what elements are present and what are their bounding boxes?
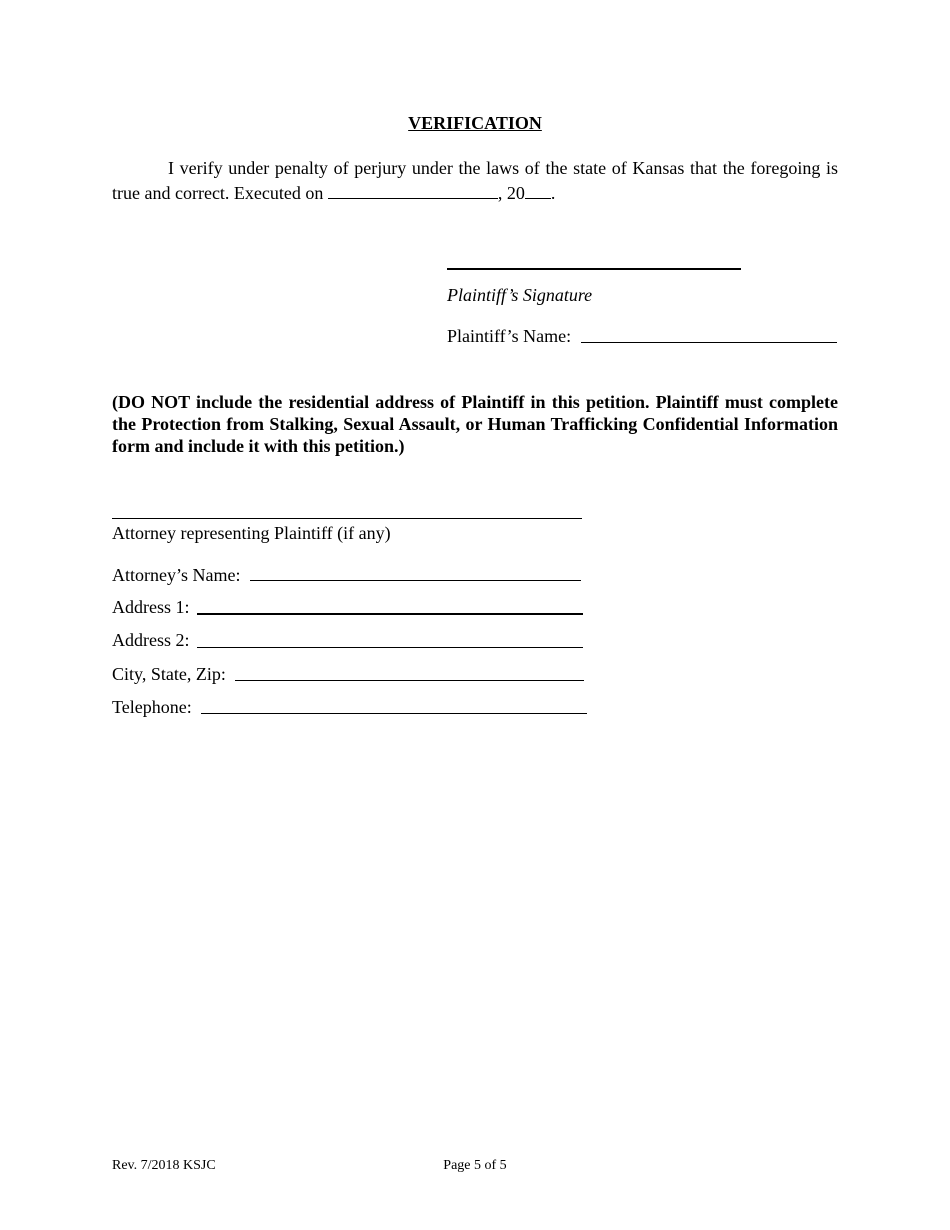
verification-paragraph xyxy=(112,156,838,206)
address1-label: Address 1: xyxy=(112,597,190,617)
address2-label: Address 2: xyxy=(112,630,190,650)
signature-label: Plaintiff’s Signature xyxy=(447,285,593,305)
page-title: VERIFICATION xyxy=(408,113,542,133)
execution-date-blank[interactable] xyxy=(328,197,498,199)
attorney-name-label: Attorney’s Name: xyxy=(112,565,241,585)
execution-year-blank[interactable] xyxy=(525,197,551,199)
address1-field[interactable] xyxy=(197,613,583,615)
plaintiff-signature-line[interactable] xyxy=(447,268,741,270)
address-notice: (DO NOT include the residential address of Plaintiff in this petition. Plaintiff must complete the Protection from Stalking, Sexual Assault, or Human Trafficking Confidential Information form and include it with this petition.) xyxy=(112,392,838,456)
city-state-zip-label: City, State, Zip: xyxy=(112,664,226,684)
footer-page-number: Page 5 of 5 xyxy=(443,1158,507,1173)
attorney-signature-line[interactable] xyxy=(112,518,582,519)
city-state-zip-field[interactable] xyxy=(235,680,584,681)
plaintiff-name-label: Plaintiff’s Name: xyxy=(447,326,572,346)
plaintiff-name-field[interactable] xyxy=(581,342,837,343)
verification-text: I verify under penalty of perjury under the laws of the state of Kansas that the foregoing is true and correct. Executed on xyxy=(112,158,838,203)
verification-year-prefix: , 20 xyxy=(497,183,525,203)
attorney-label: Attorney representing Plaintiff (if any) xyxy=(112,523,391,543)
verification-period: . xyxy=(550,183,556,203)
address2-field[interactable] xyxy=(197,647,583,648)
telephone-label: Telephone: xyxy=(112,697,192,717)
attorney-name-field[interactable] xyxy=(250,580,581,581)
footer-revision: Rev. 7/2018 KSJC xyxy=(112,1158,216,1173)
telephone-field[interactable] xyxy=(201,713,587,714)
